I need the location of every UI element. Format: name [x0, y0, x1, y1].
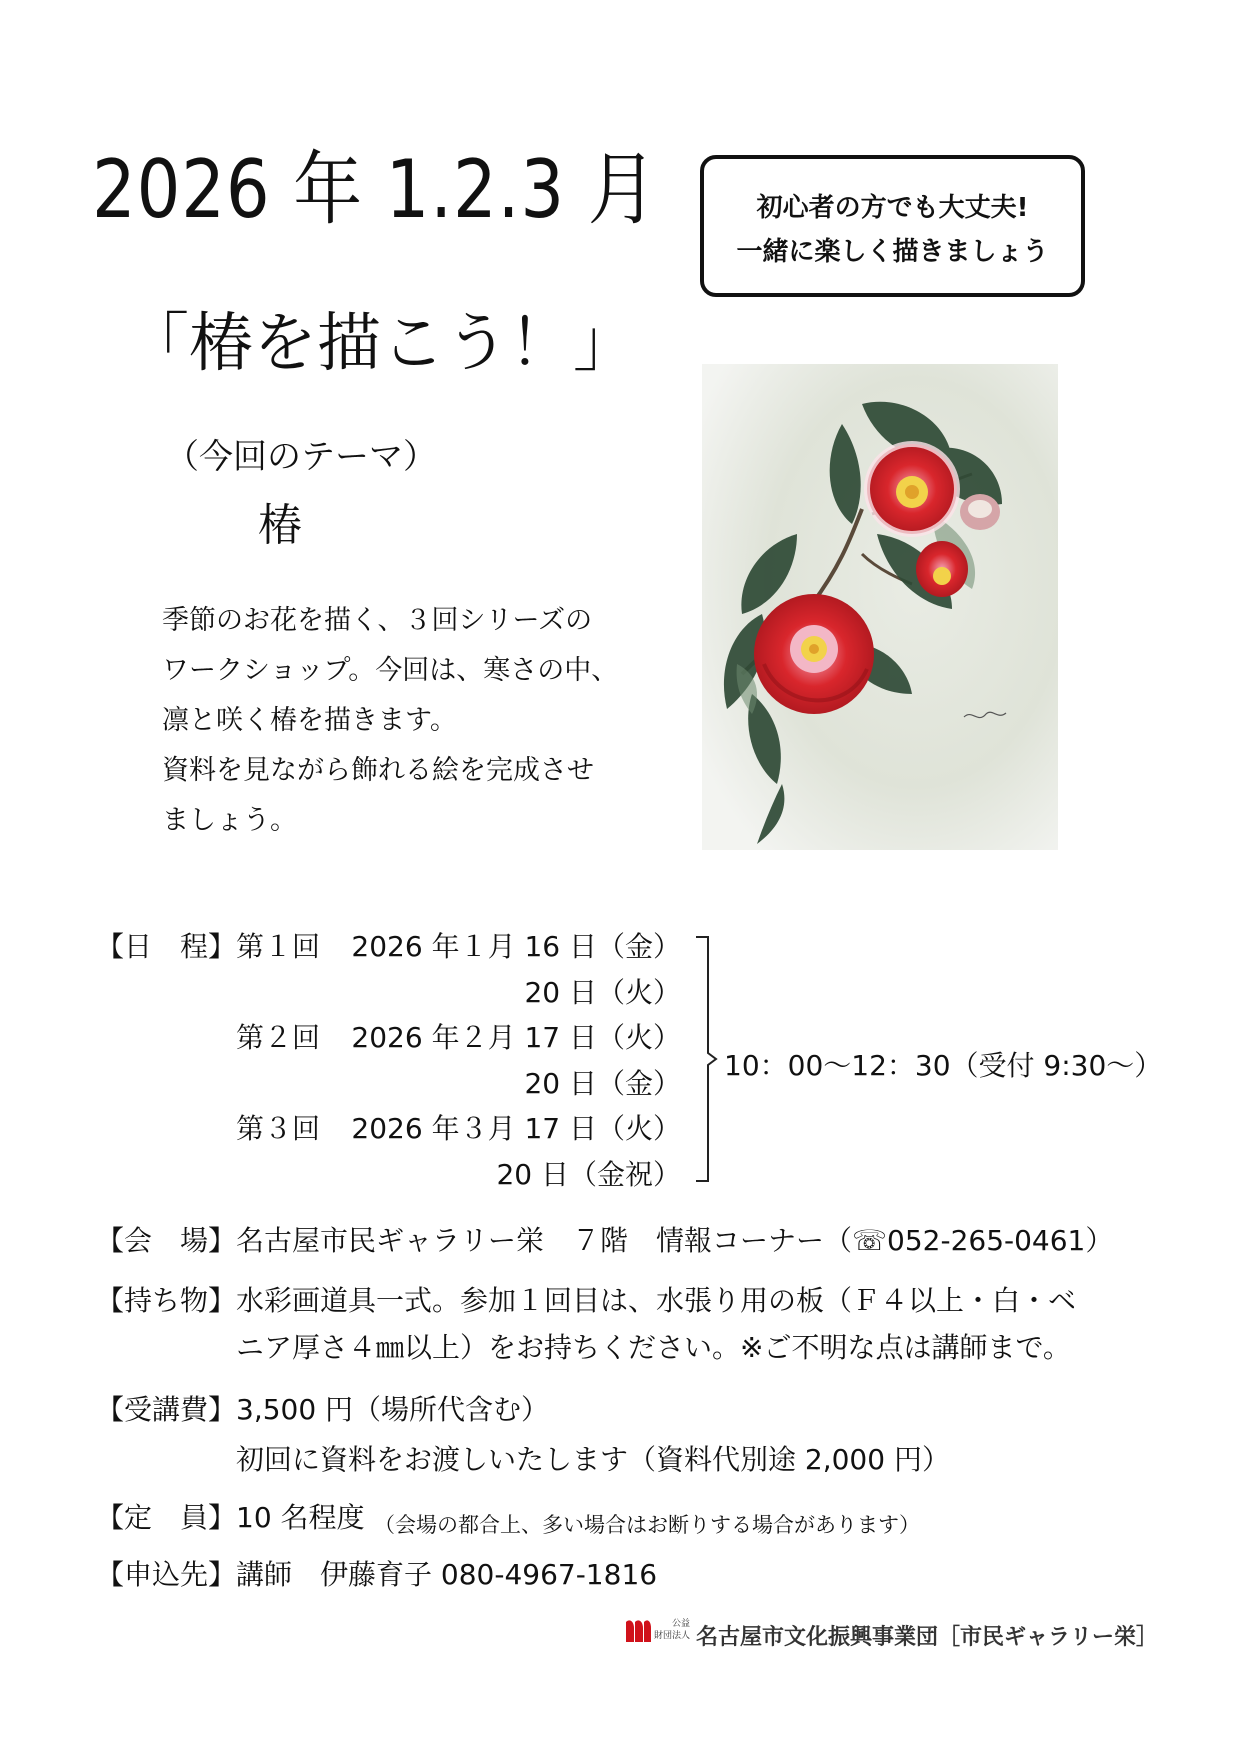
capacity-main: 10 名程度 [236, 1501, 365, 1534]
venue-label: 【会 場】 [96, 1224, 237, 1257]
description-line: ワークショップ。今回は、寒さの中、 [162, 655, 619, 686]
belongings-label: 【持ち物】 [96, 1284, 237, 1317]
fee-line-2: 初回に資料をお渡しいたします（資料代別途 2,000 円） [236, 1443, 950, 1476]
schedule-round-3-date2: 20 日（金祝） [496, 1158, 681, 1191]
description-line: ましょう。 [162, 805, 297, 836]
capacity-note: （会場の都合上、多い場合はお断りする場合があります） [374, 1513, 920, 1537]
description [162, 596, 618, 846]
page-title: 「椿を描こう！」 [125, 307, 637, 381]
belongings-line-1: 水彩画道具一式。参加１回目は、水張り用の板（Ｆ４以上・白・ベ [236, 1284, 1077, 1317]
fee-line-1: 3,500 円（場所代含む） [236, 1393, 550, 1426]
apply-label: 【申込先】 [96, 1558, 237, 1591]
schedule-bracket [694, 935, 718, 1185]
schedule-round-1-date2: 20 日（火） [524, 976, 681, 1009]
venue-text: 名古屋市民ギャラリー栄 ７階 情報コーナー（☏052-265-0461） [236, 1224, 1114, 1257]
schedule-round-3: 第３回 [236, 1112, 321, 1145]
schedule-round-2: 第２回 [236, 1021, 321, 1054]
theme-value: 椿 [258, 500, 302, 551]
speech-bubble-text [702, 186, 1083, 274]
description-line: 資料を見ながら飾れる絵を完成させ [162, 755, 594, 786]
bubble-line-1: 初心者の方でも大丈夫! [756, 193, 1029, 223]
schedule-round-2-date2: 20 日（金） [524, 1067, 681, 1100]
schedule-round-1: 第１回 [236, 930, 321, 963]
schedule-round-2-date1: 2026 年２月 17 日（火） [351, 1021, 681, 1054]
schedule-time: 10：00～12：30（受付 9:30～） [724, 1049, 1163, 1082]
organization-name: 名古屋市文化振興事業団［市民ギャラリー栄］ [696, 1625, 1159, 1650]
schedule-round-3-date1: 2026 年３月 17 日（火） [351, 1112, 681, 1145]
schedule-round-1-date1: 2026 年１月 16 日（金） [351, 930, 681, 963]
org-type [654, 1618, 690, 1642]
description-line: 季節のお花を描く、３回シリーズの [162, 605, 593, 636]
fee-label: 【受講費】 [96, 1393, 237, 1426]
capacity-label: 【定 員】 [96, 1501, 237, 1534]
headline-date: 2026 年 1.2.3 月 [92, 143, 658, 236]
belongings-line-2: ニア厚さ４㎜以上）をお持ちください。※ご不明な点は講師まで。 [236, 1331, 1071, 1364]
organization-logo-icon [624, 1618, 652, 1644]
bubble-line-2: 一緒に楽しく描きましょう [736, 237, 1049, 267]
org-type-top: 公益 [672, 1619, 691, 1629]
schedule-label: 【日 程】 [96, 930, 237, 963]
camellia-painting [702, 364, 1058, 850]
apply-text: 講師 伊藤育子 080-4967-1816 [236, 1558, 658, 1591]
org-type-bottom: 財団法人 [654, 1631, 691, 1641]
description-line: 凛と咲く椿を描きます。 [162, 705, 457, 736]
theme-label: （今回のテーマ） [165, 437, 437, 477]
